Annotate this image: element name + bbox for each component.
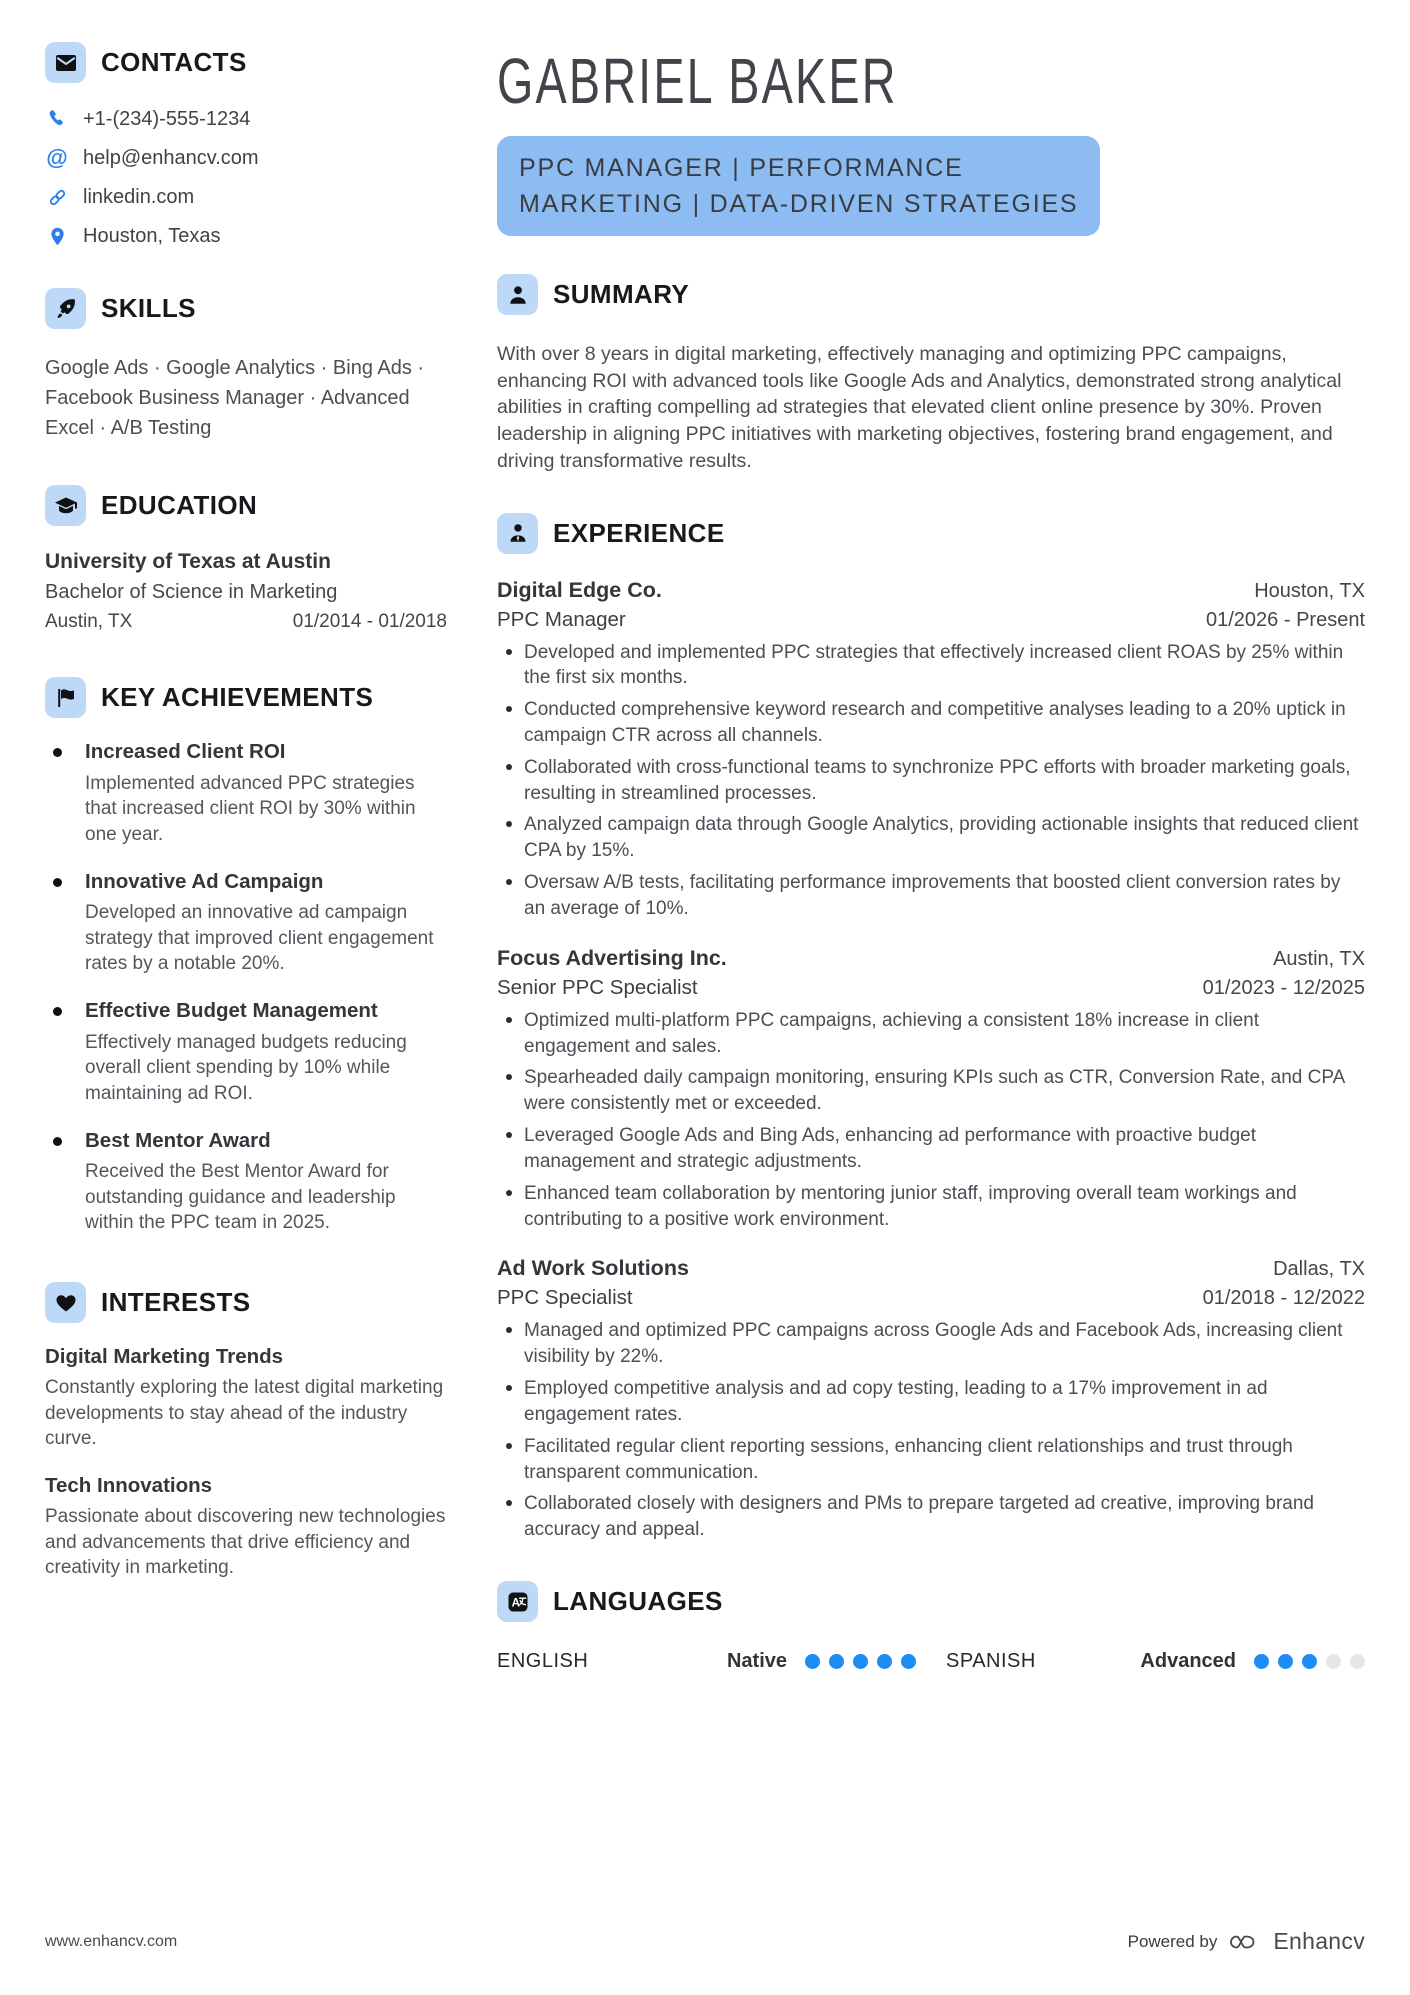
bullet-dot bbox=[506, 1327, 512, 1333]
interest-title: Tech Innovations bbox=[45, 1473, 213, 1497]
job-subheader-row bbox=[497, 971, 1365, 1000]
skills-list: Google Ads · Google Analytics · Bing Ads · Facebook Business Manager · Advanced Excel · A/B Testing bbox=[45, 357, 425, 439]
job-role: PPC Manager bbox=[497, 607, 626, 631]
bullet-dot bbox=[506, 821, 512, 827]
bullet-text: Collaborated closely with designers and PMs to prepare targeted ad creative, improving brand accuracy and appeal. bbox=[524, 1493, 1314, 1541]
section-title: SKILLS bbox=[101, 293, 196, 323]
translate-icon bbox=[497, 1581, 538, 1622]
sidebar bbox=[45, 42, 447, 1673]
bullet-text: Conducted comprehensive keyword research and competitive analyses leading to a 20% uptick in campaign CTR across all channels. bbox=[524, 699, 1346, 746]
skills-section bbox=[45, 288, 447, 443]
languages-section bbox=[497, 1581, 1365, 1673]
experience-entry bbox=[497, 578, 1365, 922]
rating-dot-filled bbox=[853, 1654, 868, 1669]
contact-location bbox=[45, 224, 447, 248]
interest-text: Passionate about discovering new technologies and advancements that drive efficiency and creativity in marketing. bbox=[45, 1505, 446, 1579]
brand-name: Enhancv bbox=[1273, 1928, 1365, 1954]
job-bullet-list bbox=[497, 640, 1365, 922]
bullet-text: Spearheaded daily campaign monitoring, ensuring KPIs such as CTR, Conversion Rate, and CPA were consistently met or exceeded. bbox=[524, 1067, 1345, 1115]
bullet-dot bbox=[506, 1017, 512, 1023]
job-bullet bbox=[497, 1065, 1365, 1117]
contact-phone bbox=[45, 107, 447, 131]
job-company: Digital Edge Co. bbox=[497, 577, 662, 602]
achievements-heading bbox=[45, 677, 447, 718]
envelope-icon bbox=[45, 42, 86, 83]
achievement-title: Increased Client ROI bbox=[85, 740, 286, 763]
enhancv-logo-icon bbox=[1227, 1930, 1263, 1954]
languages-row bbox=[497, 1650, 1365, 1673]
job-header-row bbox=[497, 946, 1365, 971]
bullet-dot bbox=[506, 1385, 512, 1391]
achievement-item bbox=[45, 870, 447, 978]
job-bullet bbox=[497, 1318, 1365, 1370]
job-dates: 01/2026 - Present bbox=[1206, 608, 1365, 631]
rating-dot-filled bbox=[1254, 1654, 1269, 1669]
job-bullet bbox=[497, 755, 1365, 807]
job-subheader-row bbox=[497, 1281, 1365, 1310]
summary-text: With over 8 years in digital marketing, effectively managing and optimizing PPC campaigns, enhancing ROI with advanced tools like Google Ads and Analytics, demonstrated strong analytical abilities in crafting compelling ad strategies that elevated client online presence by 30%. Proven leadership in aligning PPC initiatives with marketing objectives, fostering brand engagement, and driving transformative results. bbox=[497, 343, 1342, 472]
achievement-title: Effective Budget Management bbox=[85, 999, 378, 1023]
bullet-dot bbox=[53, 1137, 62, 1146]
section-title: KEY ACHIEVEMENTS bbox=[101, 682, 374, 712]
education-degree: Bachelor of Science in Marketing bbox=[45, 581, 338, 603]
job-company: Focus Advertising Inc. bbox=[497, 945, 727, 970]
education-school: University of Texas at Austin bbox=[45, 550, 331, 573]
bullet-text: Developed and implemented PPC strategies that effectively increased client ROAS by 25% within the first six months. bbox=[524, 641, 1344, 689]
bullet-dot bbox=[506, 879, 512, 885]
job-header-row bbox=[497, 578, 1365, 603]
language-level: Advanced bbox=[1140, 1650, 1236, 1673]
job-bullet bbox=[497, 1376, 1365, 1428]
language-rating-dots bbox=[805, 1654, 916, 1669]
achievement-item bbox=[45, 1129, 447, 1237]
flag-icon bbox=[45, 677, 86, 718]
bullet-dot bbox=[506, 706, 512, 712]
page-footer bbox=[45, 1928, 1365, 1955]
heart-icon bbox=[45, 1282, 86, 1323]
bullet-dot bbox=[506, 1074, 512, 1080]
achievement-text: Implemented advanced PPC strategies that increased client ROI by 30% within one year. bbox=[85, 772, 416, 845]
job-dates: 01/2018 - 12/2022 bbox=[1202, 1287, 1365, 1310]
skills-heading bbox=[45, 288, 447, 329]
rating-dot-filled bbox=[1302, 1654, 1317, 1669]
education-heading bbox=[45, 485, 447, 526]
section-title: INTERESTS bbox=[101, 1287, 251, 1318]
achievement-title: Best Mentor Award bbox=[85, 1128, 271, 1152]
job-title-line2: MARKETING | DATA-DRIVEN STRATEGIES bbox=[519, 190, 1079, 218]
education-dates: 01/2014 - 01/2018 bbox=[292, 611, 447, 632]
rocket-icon bbox=[45, 288, 86, 329]
interest-item bbox=[45, 1474, 447, 1581]
bullet-text: Oversaw A/B tests, facilitating performance improvements that boosted client conversion rates by an average of 10%. bbox=[524, 872, 1341, 919]
education-section bbox=[45, 485, 447, 633]
graduation-cap-icon bbox=[45, 485, 86, 526]
bullet-dot bbox=[506, 1443, 512, 1449]
job-company: Ad Work Solutions bbox=[497, 1256, 689, 1281]
bullet-dot bbox=[53, 878, 62, 887]
language-name: ENGLISH bbox=[497, 1650, 589, 1673]
experience-heading bbox=[497, 513, 1365, 554]
powered-by-label: Powered by bbox=[1127, 1931, 1218, 1951]
job-subheader-row bbox=[497, 603, 1365, 632]
powered-by-block bbox=[1128, 1928, 1365, 1955]
phone-number: +1-(234)-555-1234 bbox=[83, 107, 251, 130]
rating-dot-filled bbox=[901, 1654, 916, 1669]
location-pin-icon bbox=[45, 224, 69, 248]
achievement-text: Effectively managed budgets reducing overall client spending by 10% while maintaining ad ROI. bbox=[85, 1031, 407, 1104]
job-header-row bbox=[497, 1256, 1365, 1281]
footer-url[interactable]: www.enhancv.com bbox=[45, 1932, 178, 1950]
contacts-section bbox=[45, 42, 447, 248]
job-dates: 01/2023 - 12/2025 bbox=[1202, 976, 1365, 999]
bullet-dot bbox=[53, 1007, 62, 1016]
section-title: SUMMARY bbox=[553, 279, 690, 309]
job-bullet bbox=[497, 1008, 1365, 1060]
interests-heading bbox=[45, 1282, 447, 1323]
job-role: Senior PPC Specialist bbox=[497, 975, 698, 999]
svg-text:A: A bbox=[511, 1596, 520, 1609]
languages-heading bbox=[497, 1581, 1365, 1622]
job-location: Dallas, TX bbox=[1273, 1258, 1365, 1281]
experience-entry bbox=[497, 1256, 1365, 1543]
achievement-text: Developed an innovative ad campaign strategy that improved client engagement rates by a notable 20%. bbox=[85, 902, 434, 975]
job-bullet bbox=[497, 812, 1365, 864]
contacts-heading bbox=[45, 42, 447, 83]
bullet-text: Managed and optimized PPC campaigns across Google Ads and Facebook Ads, increasing client visibility by 22%. bbox=[524, 1320, 1343, 1368]
interest-title: Digital Marketing Trends bbox=[45, 1345, 284, 1369]
achievement-text: Received the Best Mentor Award for outstanding guidance and leadership within the PPC team in 2025. bbox=[85, 1161, 396, 1234]
job-location: Houston, TX bbox=[1254, 579, 1365, 602]
person-icon bbox=[497, 274, 538, 315]
job-bullet bbox=[497, 870, 1365, 922]
bullet-dot bbox=[506, 764, 512, 770]
bullet-text: Collaborated with cross-functional teams to synchronize PPC efforts with broader marketing goals, resulting in streamlined processes. bbox=[524, 756, 1351, 804]
education-location: Austin, TX bbox=[45, 611, 133, 632]
at-icon: @ bbox=[46, 145, 68, 170]
contact-email[interactable] bbox=[45, 146, 447, 170]
achievement-item bbox=[45, 740, 447, 848]
bullet-dot bbox=[506, 1190, 512, 1196]
interests-section bbox=[45, 1282, 447, 1581]
language-name: SPANISH bbox=[946, 1650, 1036, 1673]
business-person-icon bbox=[497, 513, 538, 554]
achievements-section bbox=[45, 677, 447, 1236]
job-bullet-list bbox=[497, 1318, 1365, 1543]
language-rating-dots bbox=[1254, 1654, 1365, 1669]
interest-text: Constantly exploring the latest digital marketing developments to stay ahead of the industry curve. bbox=[45, 1377, 444, 1450]
main-column bbox=[497, 42, 1365, 1673]
summary-section bbox=[497, 274, 1365, 475]
interest-item bbox=[45, 1345, 447, 1452]
bullet-text: Facilitated regular client reporting sessions, enhancing client relationships and trust through transparent communication. bbox=[524, 1435, 1293, 1483]
rating-dot-filled bbox=[805, 1654, 820, 1669]
candidate-name: GABRIEL BAKER bbox=[497, 45, 898, 117]
job-title-highlight bbox=[497, 136, 1100, 236]
phone-icon bbox=[45, 107, 69, 131]
job-bullet bbox=[497, 1181, 1365, 1233]
contact-linkedin[interactable] bbox=[45, 185, 447, 209]
rating-dot-filled bbox=[877, 1654, 892, 1669]
bullet-text: Optimized multi-platform PPC campaigns, achieving a consistent 18% increase in client engagement and sales. bbox=[524, 1009, 1259, 1057]
bullet-text: Enhanced team collaboration by mentoring junior staff, improving overall team workings and contributing to a positive work environment. bbox=[524, 1182, 1297, 1230]
job-bullet bbox=[497, 697, 1365, 749]
email-link[interactable]: help@enhancv.com bbox=[83, 146, 259, 169]
rating-dot-empty bbox=[1350, 1654, 1365, 1669]
section-title: EDUCATION bbox=[101, 490, 258, 520]
summary-heading bbox=[497, 274, 1365, 315]
bullet-text: Employed competitive analysis and ad copy testing, leading to a 17% improvement in ad engagement rates. bbox=[524, 1378, 1268, 1425]
experience-entry bbox=[497, 946, 1365, 1233]
section-title: EXPERIENCE bbox=[553, 517, 725, 548]
bullet-text: Analyzed campaign data through Google Analytics, providing actionable insights that reduced client CPA by 15%. bbox=[524, 814, 1359, 862]
job-bullet bbox=[497, 1491, 1365, 1543]
language-item bbox=[497, 1650, 916, 1673]
rating-dot-filled bbox=[1278, 1654, 1293, 1669]
experience-section bbox=[497, 513, 1365, 1544]
job-title-line1: PPC MANAGER | PERFORMANCE bbox=[519, 154, 964, 182]
bullet-dot bbox=[506, 1500, 512, 1506]
job-bullet bbox=[497, 1434, 1365, 1486]
language-level: Native bbox=[726, 1650, 787, 1673]
education-meta bbox=[45, 611, 447, 633]
bullet-dot bbox=[506, 1132, 512, 1138]
bullet-text: Leveraged Google Ads and Bing Ads, enhancing ad performance with proactive budget management and strategic adjustments. bbox=[524, 1125, 1257, 1172]
language-item bbox=[946, 1650, 1365, 1673]
job-bullet bbox=[497, 640, 1365, 692]
location-text: Houston, Texas bbox=[83, 224, 221, 247]
bullet-dot bbox=[506, 649, 512, 655]
job-location: Austin, TX bbox=[1273, 947, 1365, 970]
linkedin-link[interactable]: linkedin.com bbox=[83, 185, 195, 208]
bullet-dot bbox=[53, 748, 62, 757]
achievement-item bbox=[45, 999, 447, 1107]
rating-dot-empty bbox=[1326, 1654, 1341, 1669]
job-bullet-list bbox=[497, 1008, 1365, 1233]
section-title: LANGUAGES bbox=[553, 1586, 723, 1617]
job-role: PPC Specialist bbox=[497, 1286, 633, 1310]
link-icon bbox=[45, 185, 69, 209]
achievement-title: Innovative Ad Campaign bbox=[85, 869, 324, 893]
job-bullet bbox=[497, 1123, 1365, 1175]
contact-list bbox=[45, 107, 447, 248]
rating-dot-filled bbox=[829, 1654, 844, 1669]
section-title: CONTACTS bbox=[101, 47, 247, 77]
